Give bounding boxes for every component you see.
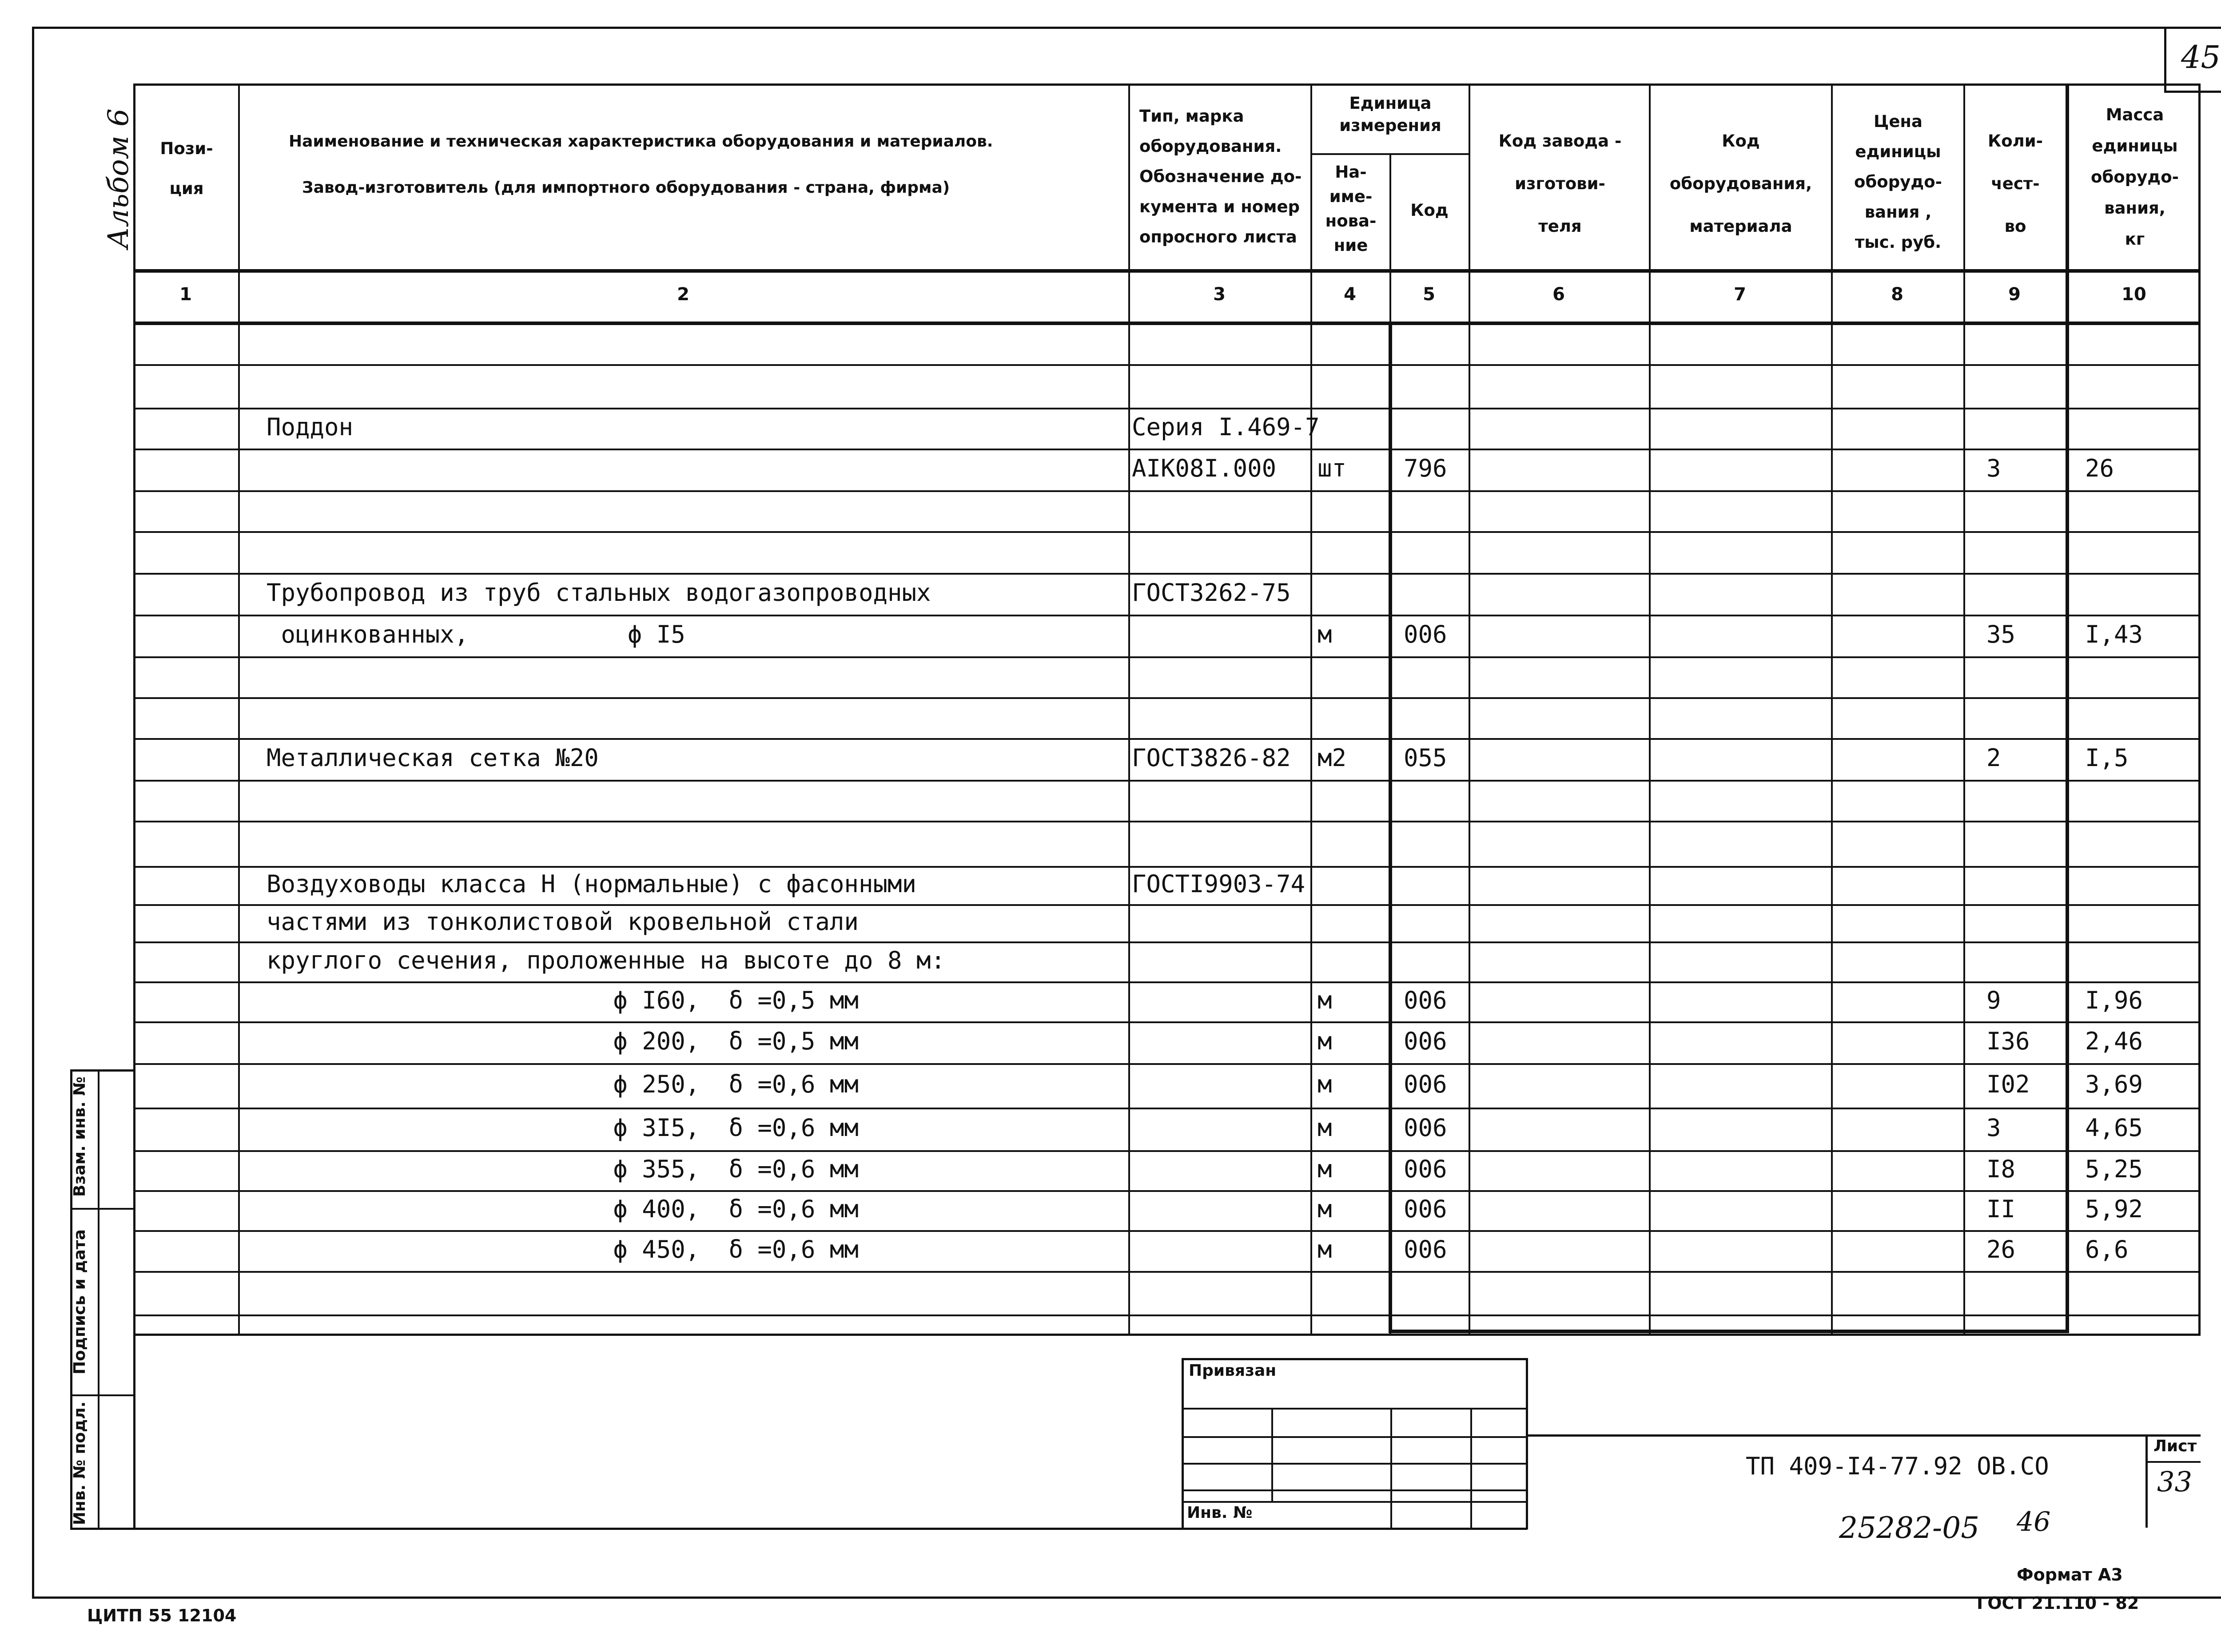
header-col1-l2: ция xyxy=(169,179,204,198)
row-name: частями из тонколистовой кровельной стали xyxy=(267,908,859,936)
row-qty: I36 xyxy=(1986,1027,2030,1055)
row-mass: 5,92 xyxy=(2085,1195,2143,1223)
header-col10-l1: Масса xyxy=(2106,105,2164,124)
header-col6-l1: Код завода - xyxy=(1498,131,1622,151)
body-bottom-thick xyxy=(1389,1330,2069,1333)
row-code: 006 xyxy=(1404,1114,1447,1142)
header-col3-l5: опросного листа xyxy=(1139,227,1297,246)
col-sep-4-thick xyxy=(1389,323,1392,1332)
row-qty: II xyxy=(1986,1195,2016,1223)
colnum-5: 5 xyxy=(1423,284,1435,305)
row-separator xyxy=(133,904,2201,906)
colnum-8: 8 xyxy=(1891,284,1903,305)
side-stamp-vzam: Взам. инв. № xyxy=(71,1076,89,1197)
colnum-2: 2 xyxy=(677,284,689,305)
header-col10-l5: кг xyxy=(2125,230,2145,249)
stamp-grid-v1 xyxy=(1271,1410,1273,1501)
row-mass: I,96 xyxy=(2085,986,2143,1014)
row-separator xyxy=(133,981,2201,983)
row-separator xyxy=(133,449,2201,450)
header-col9-l3: во xyxy=(2004,217,2026,236)
header-col4-l1: На- xyxy=(1335,163,1367,182)
header-col8-l1: Цена xyxy=(1874,112,1922,131)
row-code: 006 xyxy=(1404,1195,1447,1223)
stamp-grid-h2 xyxy=(1182,1463,1528,1465)
body-left-extend xyxy=(133,1332,135,1529)
header-col1 xyxy=(135,129,238,209)
row-qty: I02 xyxy=(1986,1070,2030,1098)
row-unit: м xyxy=(1317,1155,1332,1183)
row-unit: м xyxy=(1317,1235,1332,1263)
row-name: круглого сечения, проложенные на высоте до 8 м: xyxy=(267,946,946,974)
header-col2-l1: Наименование и техническая характеристика оборудования и материалов. xyxy=(289,132,993,151)
colnum-7: 7 xyxy=(1734,284,1746,305)
row-name: ϕ 355, δ =0,6 мм xyxy=(267,1155,859,1183)
sheet-number: 45 xyxy=(2181,39,2221,75)
row-separator xyxy=(133,490,2201,492)
row-separator xyxy=(133,1150,2201,1152)
row-name: Воздуховоды класса Н (нормальные) с фасонными xyxy=(267,870,916,898)
row-qty: 3 xyxy=(1986,1114,2001,1142)
header-col8 xyxy=(1833,107,1963,258)
row-unit: м xyxy=(1317,620,1332,648)
header-col8-l4: вания , xyxy=(1864,203,1932,222)
row-separator xyxy=(133,573,2201,575)
row-separator xyxy=(133,697,2201,699)
row-mass: 3,69 xyxy=(2085,1070,2143,1098)
row-mass: 5,25 xyxy=(2085,1155,2143,1183)
header-col9-l1: Коли- xyxy=(1987,131,2043,151)
row-separator xyxy=(133,821,2201,822)
row-mass: 2,46 xyxy=(2085,1027,2143,1055)
row-code: 006 xyxy=(1404,986,1447,1014)
row-separator xyxy=(133,1190,2201,1192)
row-separator xyxy=(133,1314,2201,1316)
row-qty: 26 xyxy=(1986,1235,2016,1263)
header-col8-l3: оборудо- xyxy=(1854,172,1942,191)
row-name: ϕ 450, δ =0,6 мм xyxy=(267,1235,859,1263)
row-unit: м xyxy=(1317,986,1332,1014)
row-mass: 6,6 xyxy=(2085,1235,2129,1263)
list-label: Лист xyxy=(2153,1437,2197,1455)
row-name: ϕ 200, δ =0,5 мм xyxy=(267,1027,859,1055)
side-stamp-top xyxy=(70,1069,135,1072)
stamp-grid-v3 xyxy=(1470,1410,1472,1529)
row-separator xyxy=(133,656,2201,658)
row-doc: AIK08I.000 xyxy=(1132,454,1277,482)
header-unit-group xyxy=(1313,92,1468,137)
row-unit: м2 xyxy=(1317,744,1347,772)
colnum-3: 3 xyxy=(1213,284,1226,305)
stamp-privyazan-label: Привязан xyxy=(1189,1362,1277,1380)
header-col4-l4: ние xyxy=(1333,236,1368,255)
header-unit-l1: Единица xyxy=(1349,94,1432,113)
row-separator xyxy=(133,1271,2201,1273)
side-stamp-sep1 xyxy=(70,1208,135,1210)
designation-top xyxy=(1528,1434,2201,1437)
colnum-9: 9 xyxy=(2008,284,2021,305)
row-unit: м xyxy=(1317,1114,1332,1142)
header-col7-l1: Код xyxy=(1722,131,1760,151)
list-box-sep xyxy=(2145,1461,2201,1463)
row-mass: I,5 xyxy=(2085,744,2129,772)
row-name: ϕ 250, δ =0,6 мм xyxy=(267,1070,859,1098)
row-unit: шт xyxy=(1317,454,1347,482)
stamp-designation: ТП 409-I4-77.92 ОВ.СО xyxy=(1746,1452,2049,1480)
row-unit: м xyxy=(1317,1027,1332,1055)
row-separator xyxy=(133,531,2201,533)
side-stamp-sep2 xyxy=(70,1394,135,1396)
row-name: Трубопровод из труб стальных водогазопроводных xyxy=(267,579,931,607)
row-qty: 3 xyxy=(1986,454,2001,482)
stamp-grid-h1 xyxy=(1182,1436,1528,1438)
handwritten-number: 25282-05 xyxy=(1839,1511,1980,1545)
header-col10 xyxy=(2069,99,2201,255)
header-unit-l2: измерения xyxy=(1339,116,1441,135)
colnum-4: 4 xyxy=(1344,284,1356,305)
row-code: 006 xyxy=(1404,1027,1447,1055)
row-doc: ГОСТ3826-82 xyxy=(1132,744,1291,772)
row-qty: 9 xyxy=(1986,986,2001,1014)
row-qty: I8 xyxy=(1986,1155,2016,1183)
header-col10-l2: единицы xyxy=(2092,136,2178,155)
side-stamp-podpis: Подпись и дата xyxy=(71,1229,89,1374)
row-code: 796 xyxy=(1404,454,1447,482)
row-name: Металлическая сетка №20 xyxy=(267,744,599,772)
row-doc: ГОСТ3262-75 xyxy=(1132,579,1291,607)
header-col6 xyxy=(1471,120,1649,248)
row-separator xyxy=(133,941,2201,943)
header-col3-l2: оборудования. xyxy=(1139,137,1282,156)
header-col8-l5: тыс. руб. xyxy=(1855,233,1942,252)
row-mass: 4,65 xyxy=(2085,1114,2143,1142)
row-unit: м xyxy=(1317,1070,1332,1098)
list-number: 33 xyxy=(2157,1465,2192,1498)
header-col7 xyxy=(1651,120,1831,248)
header-col3-l3: Обозначение до- xyxy=(1139,167,1302,186)
row-doc: ГОСТI9903-74 xyxy=(1132,870,1306,898)
stamp-grid-h3 xyxy=(1182,1489,1528,1491)
unit-group-line xyxy=(1310,153,1469,155)
row-separator xyxy=(133,408,2201,409)
header-col8-l2: единицы xyxy=(1855,142,1941,161)
header-col4-l3: нова- xyxy=(1325,211,1377,230)
row-separator xyxy=(133,1063,2201,1065)
colnum-10: 10 xyxy=(2121,284,2146,305)
colnum-1: 1 xyxy=(179,284,192,305)
stamp-grid-v2 xyxy=(1390,1410,1392,1529)
handwritten-number-2: 46 xyxy=(2017,1506,2051,1537)
row-separator xyxy=(133,1108,2201,1109)
row-doc: Серия I.469-7 xyxy=(1132,413,1320,441)
row-code: 006 xyxy=(1404,1155,1447,1183)
row-name: ϕ 400, δ =0,6 мм xyxy=(267,1195,859,1223)
side-stamp-inner xyxy=(98,1069,100,1529)
header-col4 xyxy=(1313,160,1389,258)
side-stamp-inv: Инв. № подл. xyxy=(71,1401,89,1525)
row-separator xyxy=(133,738,2201,740)
row-code: 055 xyxy=(1404,744,1447,772)
row-mass: I,43 xyxy=(2085,620,2143,648)
row-mass: 26 xyxy=(2085,454,2114,482)
gost-label: ГОСТ 21.110 - 82 xyxy=(1977,1593,2139,1613)
header-col3-l1: Тип, марка xyxy=(1139,107,1244,126)
row-separator xyxy=(133,780,2201,782)
header-col6-l3: теля xyxy=(1538,217,1582,236)
stamp-grid-h4 xyxy=(1182,1501,1528,1503)
row-separator xyxy=(133,866,2201,868)
row-qty: 35 xyxy=(1986,620,2016,648)
header-col3-l4: кумента и номер xyxy=(1139,197,1300,216)
row-name: оцинкованных, ϕ I5 xyxy=(267,620,685,648)
header-col1-l1: Пози- xyxy=(160,139,213,158)
header-col9 xyxy=(1965,120,2066,248)
row-qty: 2 xyxy=(1986,744,2001,772)
row-separator xyxy=(133,1021,2201,1023)
colnum-6: 6 xyxy=(1552,284,1565,305)
header-col7-l2: оборудования, xyxy=(1669,174,1812,193)
row-name: ϕ 3I5, δ =0,6 мм xyxy=(267,1114,859,1142)
header-col3 xyxy=(1130,101,1308,252)
header-col4-l2: име- xyxy=(1329,187,1373,206)
header-col10-l4: вания, xyxy=(2104,199,2165,218)
row-code: 006 xyxy=(1404,1235,1447,1263)
stamp-inv-label: Инв. № xyxy=(1187,1504,1253,1522)
row-name: ϕ I60, δ =0,5 мм xyxy=(267,986,859,1014)
header-col7-l3: материала xyxy=(1689,217,1792,236)
header-col9-l2: чест- xyxy=(1991,174,2040,193)
header-col6-l2: изготови- xyxy=(1515,174,1605,193)
header-col5: Код xyxy=(1410,201,1449,220)
format-label: Формат А3 xyxy=(2017,1565,2123,1584)
header-bottom xyxy=(133,269,2201,273)
album-label: Альбом 6 xyxy=(102,108,135,249)
row-separator xyxy=(133,364,2201,366)
row-separator xyxy=(133,615,2201,616)
numbers-bottom xyxy=(133,322,2201,325)
header-col10-l3: оборудо- xyxy=(2091,167,2179,187)
row-name: Поддон xyxy=(267,413,354,441)
row-code: 006 xyxy=(1404,620,1447,648)
row-separator xyxy=(133,1230,2201,1232)
row-unit: м xyxy=(1317,1195,1332,1223)
citp-label: ЦИТП 55 12104 xyxy=(87,1606,237,1625)
header-col2-l2: Завод-изготовитель (для импортного оборудования - страна, фирма) xyxy=(302,179,950,197)
row-code: 006 xyxy=(1404,1070,1447,1098)
